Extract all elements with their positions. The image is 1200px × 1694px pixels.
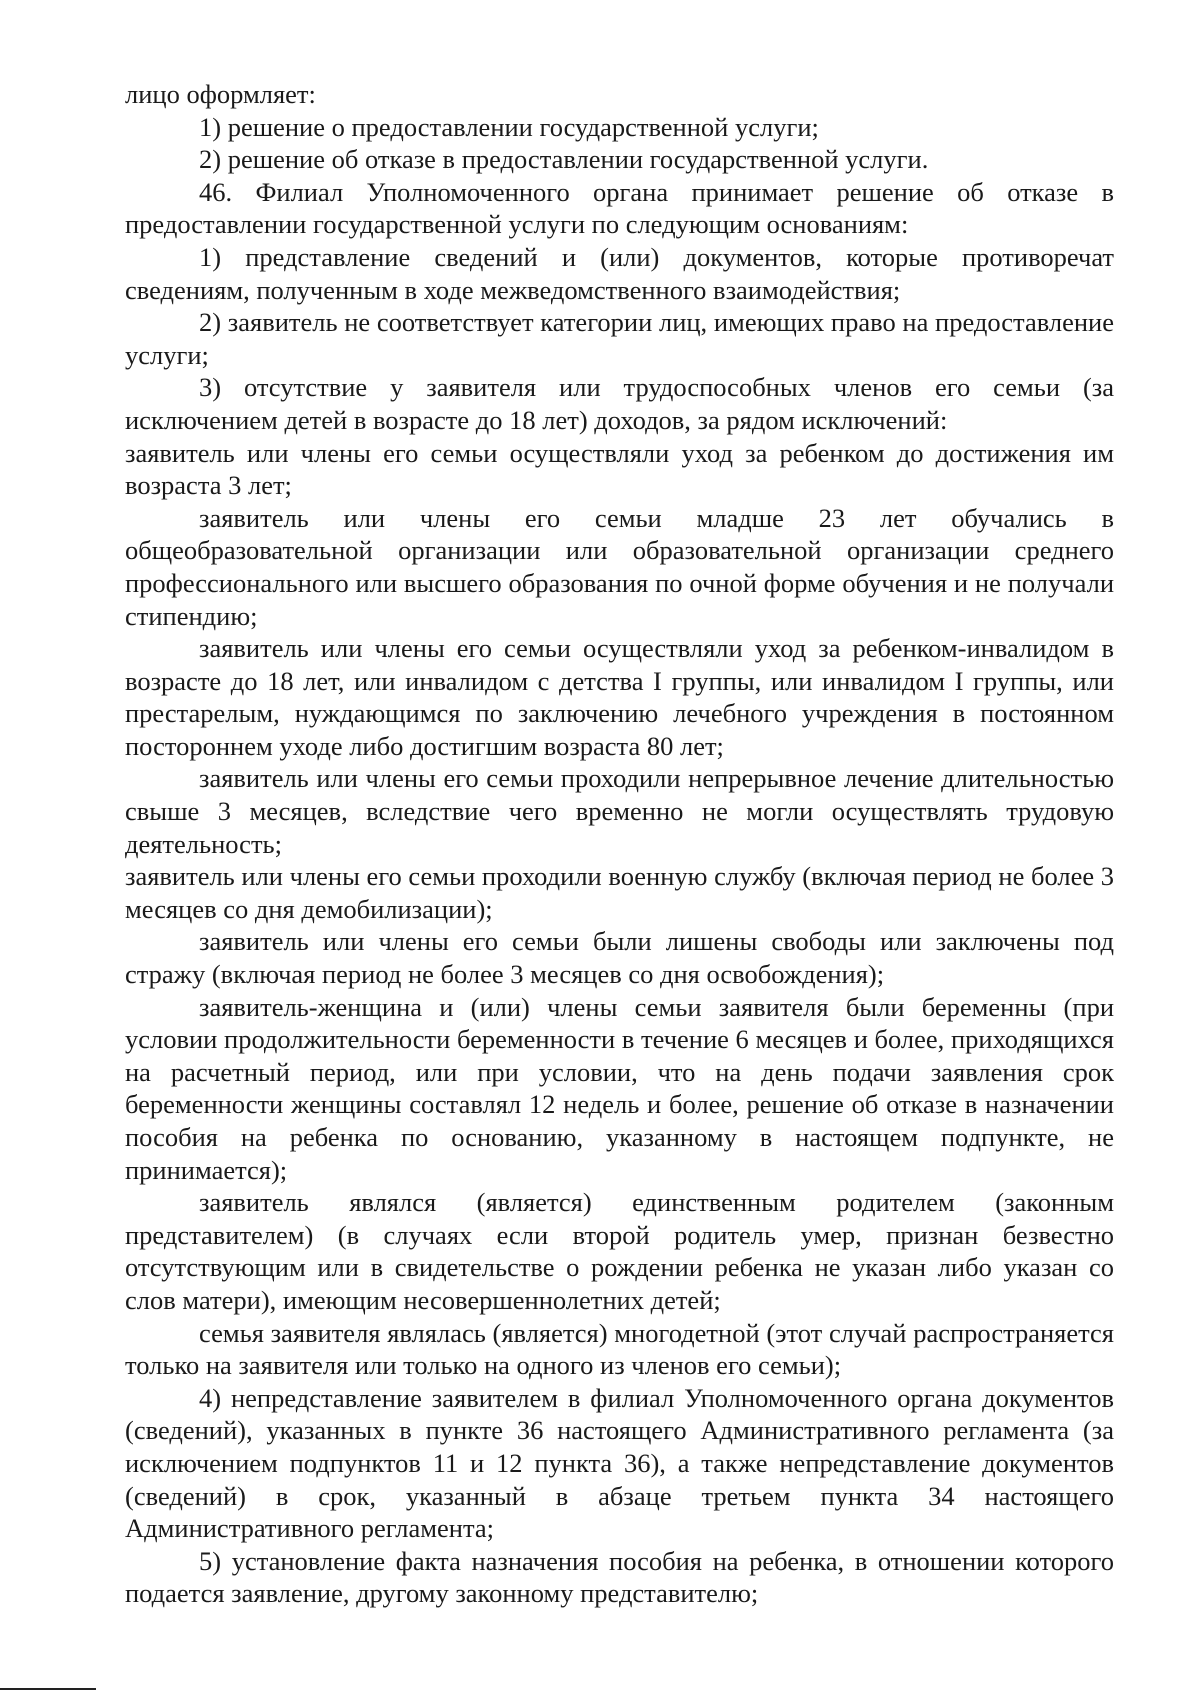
paragraph-ground-2: 2) заявитель не соответствует категории лиц, имеющих право на предоставление услуги; <box>125 307 1114 370</box>
paragraph-item-2: 2) решение об отказе в предоставлении государственной услуги. <box>199 144 929 175</box>
paragraph-ground-3: 3) отсутствие у заявителя или трудоспособных членов его семьи (за исключением детей в возрасте до 18 лет) доходов, за рядом исключений: <box>125 372 1114 435</box>
paragraph-exception-imprisonment: заявитель или члены его семьи были лишены свободы или заключены под стражу (включая период не более 3 месяцев со дня освобождения); <box>125 926 1114 990</box>
paragraph-exception-childcare: заявитель или члены его семьи осуществляли уход за ребенком до достижения им возраста 3 лет; <box>125 437 1114 501</box>
paragraph-item-1: 1) решение о предоставлении государственной услуги; <box>199 111 819 142</box>
document-text <box>125 78 1114 1610</box>
paragraph-ground-1: 1) представление сведений и (или) документов, которые противоречат сведениям, полученным в ходе межведомственного взаимодействия; <box>125 241 1114 305</box>
paragraph-clause-46: 46. Филиал Уполномоченного органа принимает решение об отказе в предоставлении государственной услуги по следующим основаниям: <box>125 176 1114 240</box>
paragraph-ground-4: 4) непредставление заявителем в филиал Уполномоченного органа документов (сведений), указанных в пункте 36 настоящего Административного регламента (за исключением подпунктов 11 и 12 пункта 36), а также непредставление документов (сведений) в срок, указанный в абзаце третьем пункта 34 настоящего Административного регламента; <box>125 1382 1114 1544</box>
paragraph-exception-study: заявитель или члены его семьи младше 23 лет обучались в общеобразовательной организации или образовательной организации среднего профессионального или высшего образования по очной форме обучения и не получали стипендию; <box>125 502 1114 631</box>
paragraph-exception-pregnancy: заявитель-женщина и (или) члены семьи заявителя были беременны (при условии продолжительности беременности в течение 6 месяцев и более, приходящихся на расчетный период, или при условии, что на день подачи заявления срок беременности женщины составлял 12 недель и более, решение об отказе в назначении пособия на ребенка по основанию, указанному в настоящем подпункте, не принимается); <box>125 991 1114 1185</box>
paragraph-intro: лицо оформляет: <box>125 79 316 109</box>
paragraph-exception-care-disabled: заявитель или члены его семьи осуществляли уход за ребенком-инвалидом в возрасте до 18 лет, или инвалидом с детства I группы, или инвалидом I группы, или престарелым, нуждающимся по заключению лечебного учреждения в постоянном постороннем уходе либо достигшим возраста 80 лет; <box>125 633 1114 761</box>
paragraph-exception-military: заявитель или члены его семьи проходили военную службу (включая период не более 3 месяцев со дня демобилизации); <box>125 861 1114 924</box>
scan-edge-mark <box>0 1688 96 1690</box>
paragraph-ground-5: 5) установление факта назначения пособия на ребенка, в отношении которого подается заявление, другому законному представителю; <box>125 1545 1114 1609</box>
paragraph-exception-treatment: заявитель или члены его семьи проходили непрерывное лечение длительностью свыше 3 месяцев, вследствие чего временно не могли осуществлять трудовую деятельность; <box>125 763 1114 859</box>
paragraph-exception-single-parent: заявитель являлся (является) единственным родителем (законным представителем) (в случаях если второй родитель умер, признан безвестно отсутствующим или в свидетельстве о рождении ребенка не указан либо указан со слов матери), имеющим несовершеннолетних детей; <box>125 1187 1114 1315</box>
paragraph-exception-large-family: семья заявителя являлась (является) многодетной (этот случай распространяется только на заявителя или только на одного из членов его семьи); <box>125 1317 1114 1381</box>
